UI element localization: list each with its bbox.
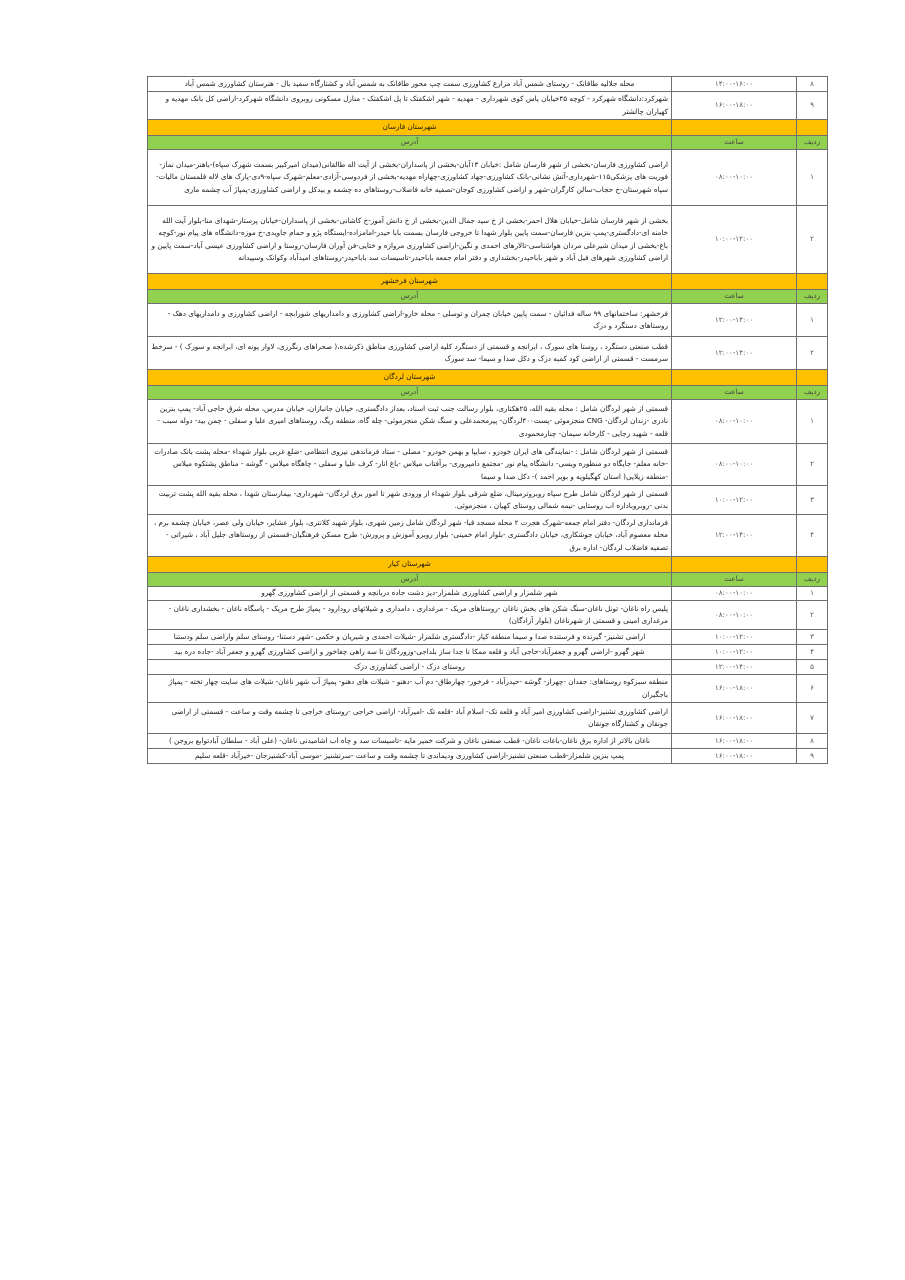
- table-row: [148, 92, 828, 120]
- time-range: ۰۸:۰۰-۱۰:۰۰: [672, 444, 797, 486]
- address-cell: قطب صنعتی دستگرد ، روستا های سورک ، ابرانجه و قسمتی از دستگرد کلیه اراضی کشاورزی مناطق ذکرشده،( صحراهای رنگرزی، لاوار یونه ای، ابرانجه و سورک ) - سرخط سرمست - قسمتی از اراضی کود کمبه دزک و دکل صدا و سیما- سد سورک: [148, 337, 672, 370]
- time-range: ۱۶:۰۰-۱۸:۰۰: [672, 675, 797, 703]
- time-range: ۱۰:۰۰-۱۲:۰۰: [672, 630, 797, 645]
- column-header-radif: ردیف: [797, 136, 828, 150]
- section-blank: [672, 120, 797, 136]
- address-cell: قسمتی از شهر لردگان شامل : محله بقیه الله، ۲۵هکتاری، بلوار رسالت جنب ثبت اسناد، بعداز دادگستری، خیابان جانبازان، خیابان مدرس، محله شرق حاجی آباد- پمپ بنزین نادری -زندان لردگان- CNG منجزموئی -پست۴۰۰لردگان- پیرمحمدعلی و سنگ شکن منجزموئی- چله گاه، منطقه ریگ، روستاهای امیری علیا و سفلی - چمن بید- دوله سیب - قلعه - شهید رجایی - کارخانه سیمان- چنارمحمودی: [148, 400, 672, 444]
- time-range: ۱۶:۰۰-۱۸:۰۰: [672, 703, 797, 734]
- column-header-row: [148, 573, 828, 587]
- address-cell: شهر شلمزار و اراضی کشاورزی شلمزار-دیز دشت جاده دربانچه و قسمتی از اراضی کشاورزی گهرو: [148, 587, 672, 601]
- time-range: ۱۴:۰۰-۱۶:۰۰: [672, 77, 797, 92]
- address-cell: اراضی کشاورزی فارسان-بخشی از شهر فارسان شامل :خیابان ۱۳آبان-بخشی از پاسداران-بخشی از آیت اله طالقانی(میدان امیرکبیر بسمت شهرک سپاه)-باهنر-میدان نماز-فوریت های پزشکی۱۱۵-شهرداری-آتش نشانی-بانک کشاورزی-جهاد کشاورزی-چهاراه مهدیه-بخشی از فردوسی-آزادی-معلم-شهرک سپاه-۹دی-پارک های لاله قلمستان مالیات-سپاه شهرستان-خ حجاب-سالن کارگران-شهر و اراضی کشاورزی کوجان-تصفیه خانه فاضلاب-روستاهای ده چشمه و بیدکل و اراضی کشاورزی-پمپاژ آب چشمه ماری: [148, 150, 672, 206]
- table-row: [148, 304, 828, 337]
- row-number: ۸: [797, 734, 828, 749]
- table-row: [148, 630, 828, 645]
- address-cell: شهر گهرو -اراضی گهرو و جعفرآباد-حاجی آباد و قلعه ممکا تا جدا ساز بلداجی-وزوردگان تا سه راهی چغاخور و اراضی کشاورزی گهرو و جعفر آباد -جاده دره بید: [148, 645, 672, 660]
- column-header-address: آدرس: [148, 386, 672, 400]
- time-range: ۱۶:۰۰-۱۸:۰۰: [672, 734, 797, 749]
- column-header-row: [148, 386, 828, 400]
- row-number: ۳: [797, 630, 828, 645]
- time-range: ۱۲:۰۰-۱۴:۰۰: [672, 304, 797, 337]
- table-row: [148, 675, 828, 703]
- outage-schedule-sheet: [147, 76, 828, 764]
- time-range: ۰۸:۰۰-۱۰:۰۰: [672, 601, 797, 630]
- table-row: [148, 400, 828, 444]
- table-row: [148, 150, 828, 206]
- address-cell: روستای دزک - اراضی کشاورزی دزک: [148, 660, 672, 675]
- table-row: [148, 734, 828, 749]
- table-row: [148, 486, 828, 515]
- section-header-farrokhshahr: [148, 274, 828, 290]
- table-row: [148, 587, 828, 601]
- section-header-lordegan: [148, 370, 828, 386]
- table-row: [148, 77, 828, 92]
- section-blank: [672, 370, 797, 386]
- section-title: شهرستان فارسان: [148, 120, 672, 136]
- section-title: شهرستان فرخشهر: [148, 274, 672, 290]
- time-range: ۱۶:۰۰-۱۸:۰۰: [672, 749, 797, 764]
- time-range: ۰۸:۰۰-۱۰:۰۰: [672, 150, 797, 206]
- column-header-row: [148, 290, 828, 304]
- table-row: [148, 337, 828, 370]
- table-row: [148, 601, 828, 630]
- address-cell: بخشی از شهر فارسان شامل-خیابان هلال احمر-بخشی از خ سید جمال الدین-بخشی از خ دانش آموز-خ کاشانی-بخشی از پاسداران-خیابان پرستار-شهدای منا-بلوار آیت الله خامنه ای-دادگستری-پمپ بنزین فارسان-سمت پایین بلوار شهدا تا خروجی فارسان بسمت بابا حیدر-امامزاده-ایستگاه پژو و حمام جاویدی-خ موزه-دانشگاه های پیام نور-کوچه باغ-بخشی از میدان شیرعلی مردان هواشناسی-تالارهای احمدی و نگین-اراضی کشاورزی مروازه و ختایی-فن آوران فارسان-روستا و اراضی کشاورزی عیسی آباد-سمت پایین و اراضی کشاورزی شهرهای فیل آباد و شهر باباحیدر-بخشداری و دفتر امام جمعه باباحیدر-تاسیسات سد باباحیدر-روستاهای امیدآباد وکوانک وسپیدانه: [148, 206, 672, 274]
- column-header-address: آدرس: [148, 290, 672, 304]
- section-blank: [797, 370, 828, 386]
- row-number: ۵: [797, 660, 828, 675]
- row-number: ۱: [797, 400, 828, 444]
- time-range: ۱۲:۰۰-۱۴:۰۰: [672, 515, 797, 557]
- section-blank: [797, 557, 828, 573]
- address-cell: منطقه سبزکوه روستاهای: جفدان -چهراز- گوشه -حیدرآباد - فرخور- چهارطاق- دم آب -دهنو - شیلات های دهنو- پمپاژ آب شهر ناغان- شیلات های سایت چهار تخته - پمپاژ باجگیران: [148, 675, 672, 703]
- section-title: شهرستان لردگان: [148, 370, 672, 386]
- row-number: ۲: [797, 444, 828, 486]
- row-number: ۱: [797, 150, 828, 206]
- row-number: ۴: [797, 645, 828, 660]
- time-range: ۱۶:۰۰-۱۸:۰۰: [672, 92, 797, 120]
- section-blank: [672, 274, 797, 290]
- row-number: ۲: [797, 337, 828, 370]
- address-cell: پلیس راه ناغان- تونل ناغان-سنگ شکن های بخش ناغان -روستاهای مریک - مرغداری ، دامداری و شیلاتهای رودارود - پمپاژ طرح مریک - پاسگاه ناغان - بخشداری ناغان - مرغداری امینی و قسمتی از شهرناغان (بلوار آزادگان): [148, 601, 672, 630]
- table-row: [148, 660, 828, 675]
- address-cell: محله جلالیه طاقانک - روستای شمس آباد مزارع کشاورزی سمت چپ محور طاقانک به شمس آباد و کشتارگاه سفید بال - هنرستان کشاورزی شمس آباد: [148, 77, 672, 92]
- row-number: ۱: [797, 304, 828, 337]
- row-number: ۴: [797, 515, 828, 557]
- row-number: ۳: [797, 486, 828, 515]
- table-row: [148, 206, 828, 274]
- column-header-radif: ردیف: [797, 573, 828, 587]
- section-blank: [797, 120, 828, 136]
- column-header-address: آدرس: [148, 573, 672, 587]
- row-number: ۲: [797, 206, 828, 274]
- time-range: ۱۰:۰۰-۱۲:۰۰: [672, 206, 797, 274]
- table-row: [148, 703, 828, 734]
- address-cell: فرمانداری لردگان- دفتر امام جمعه-شهرک هجرت ۲ محله مسجد قبا- شهر لردگان شامل زمین شهری، بلوار شهید کلانتری، بلوار عشایر، خیابان ولی عصر، خیابان چشمه برم ، محله معصوم آباد، خیابان جوشکاری، خیابان دادگستری -بلوار امام خمینی- بلوار روبرو آموزش و پرورش- طرح مسکن فرهنگیان-قسمتی از روستاهای جلیل آباد ، شیراتی - تصفیه فاضلاب لردگان- اداره برق: [148, 515, 672, 557]
- column-header-address: آدرس: [148, 136, 672, 150]
- address-cell: قسمتی از شهر لردگان شامل : -نمایندگی های ایران خودرو ، سایپا و بهمن خودرو - مصلی - ستاد فرماندهی نیروی انتظامی -ضلع غربی بلوار شهداء -محله پشت بانک صادرات -خانه معلم- جایگاه دو منظوره ویسی- دانشگاه پیام نور -مجتمع دامپروری- برآفتاب میلاس -باغ انار- کرف علیا و سفلی - چاهگاه میلاس - گوشه - مناطق پشتکوه میلاس -منطقه زیلایی( استان کهگیلویه و بویر احمد )- دکل صدا و سیما: [148, 444, 672, 486]
- column-header-time: ساعت: [672, 290, 797, 304]
- address-cell: قسمتی از شهر لردگان شامل طرح سپاه روبروترمینال، ضلع شرقی بلوار شهداء از ورودی شهر تا امور برق لردگان- شهرداری- بیمارستان شهدا ، محله بقیه الله پشت تربیت بدنی -روبروباداره اب روستایی -نیمه شمالی روستای کهیان ، منجزموئی.: [148, 486, 672, 515]
- column-header-time: ساعت: [672, 386, 797, 400]
- section-header-kiar: [148, 557, 828, 573]
- time-range: ۱۰:۰۰-۱۲:۰۰: [672, 486, 797, 515]
- time-range: ۱۲:۰۰-۱۴:۰۰: [672, 337, 797, 370]
- address-cell: ناغان بالاتر از اداره برق ناغان-باغات ناغان- قطب صنعتی ناغان و شرکت خمیر مایه -تاسیسات سد و چاه اب اشامیدنی ناغان- (علی آباد - سلطان آبادتوابع بروجن ): [148, 734, 672, 749]
- column-header-row: [148, 136, 828, 150]
- row-number: ۶: [797, 675, 828, 703]
- time-range: ۱۰:۰۰-۱۲:۰۰: [672, 645, 797, 660]
- row-number: ۹: [797, 749, 828, 764]
- table-row: [148, 444, 828, 486]
- table-row: [148, 645, 828, 660]
- address-cell: اراضی تشنیز- گیرنده و فرستنده صدا و سیما منطقه کیار -دادگستری شلمزار -شیلات احمدی و شیریان و حکمی -شهر دستنا- روستای سلم واراضی سلم ودستنا: [148, 630, 672, 645]
- time-range: ۰۸:۰۰-۱۰:۰۰: [672, 400, 797, 444]
- row-number: ۲: [797, 601, 828, 630]
- row-number: ۱: [797, 587, 828, 601]
- address-cell: شهرکرد:دانشگاه شهرکرد - کوچه ۴۵خیابان یاس کوی شهرداری - مهدیه - شهر اشکفتک تا پل اشکفتک - منازل مسکونی روبروی دانشگاه شهرکرد-اراضی کل بانک مهدیه و کهیاران چالشتر: [148, 92, 672, 120]
- address-cell: اراضی کشاورزی تشنیز-اراضی کشاورزی امیر آباد و قلعه تک- اسلام آباد -قلعه تک -امیرآباد- اراضی خراجی -روستای خراجی تا چشمه وقت و ساعت - قسمتی از اراضی جونقان و کشتارگاه جونقان: [148, 703, 672, 734]
- address-cell: پمپ بنزین شلمزار-قطب صنعتی تشنیز-اراضی کشاورزی ودیماندی تا چشمه وقت و ساعت -سرتشنیز -موسی آباد-کشنیزجان -خیرآباد -قلعه سلیم: [148, 749, 672, 764]
- time-range: ۰۸:۰۰-۱۰:۰۰: [672, 587, 797, 601]
- section-title: شهرستان کیار: [148, 557, 672, 573]
- column-header-time: ساعت: [672, 573, 797, 587]
- column-header-time: ساعت: [672, 136, 797, 150]
- table-row: [148, 749, 828, 764]
- column-header-radif: ردیف: [797, 290, 828, 304]
- section-blank: [797, 274, 828, 290]
- row-number: ۸: [797, 77, 828, 92]
- section-header-farsan: [148, 120, 828, 136]
- row-number: ۹: [797, 92, 828, 120]
- outage-schedule-table: [147, 76, 828, 764]
- section-blank: [672, 557, 797, 573]
- column-header-radif: ردیف: [797, 386, 828, 400]
- address-cell: فرخشهر: ساختمانهای ۹۹ ساله فدائیان - سمت پایین خیابان چمران و توسلی - محله خارو-اراضی کشاورزی و دامداریهای شورابجه - اراضی کشاورزی و دامداریهای دهک - روستاهای دستگرد و دزک: [148, 304, 672, 337]
- table-row: [148, 515, 828, 557]
- row-number: ۷: [797, 703, 828, 734]
- time-range: ۱۲:۰۰-۱۴:۰۰: [672, 660, 797, 675]
